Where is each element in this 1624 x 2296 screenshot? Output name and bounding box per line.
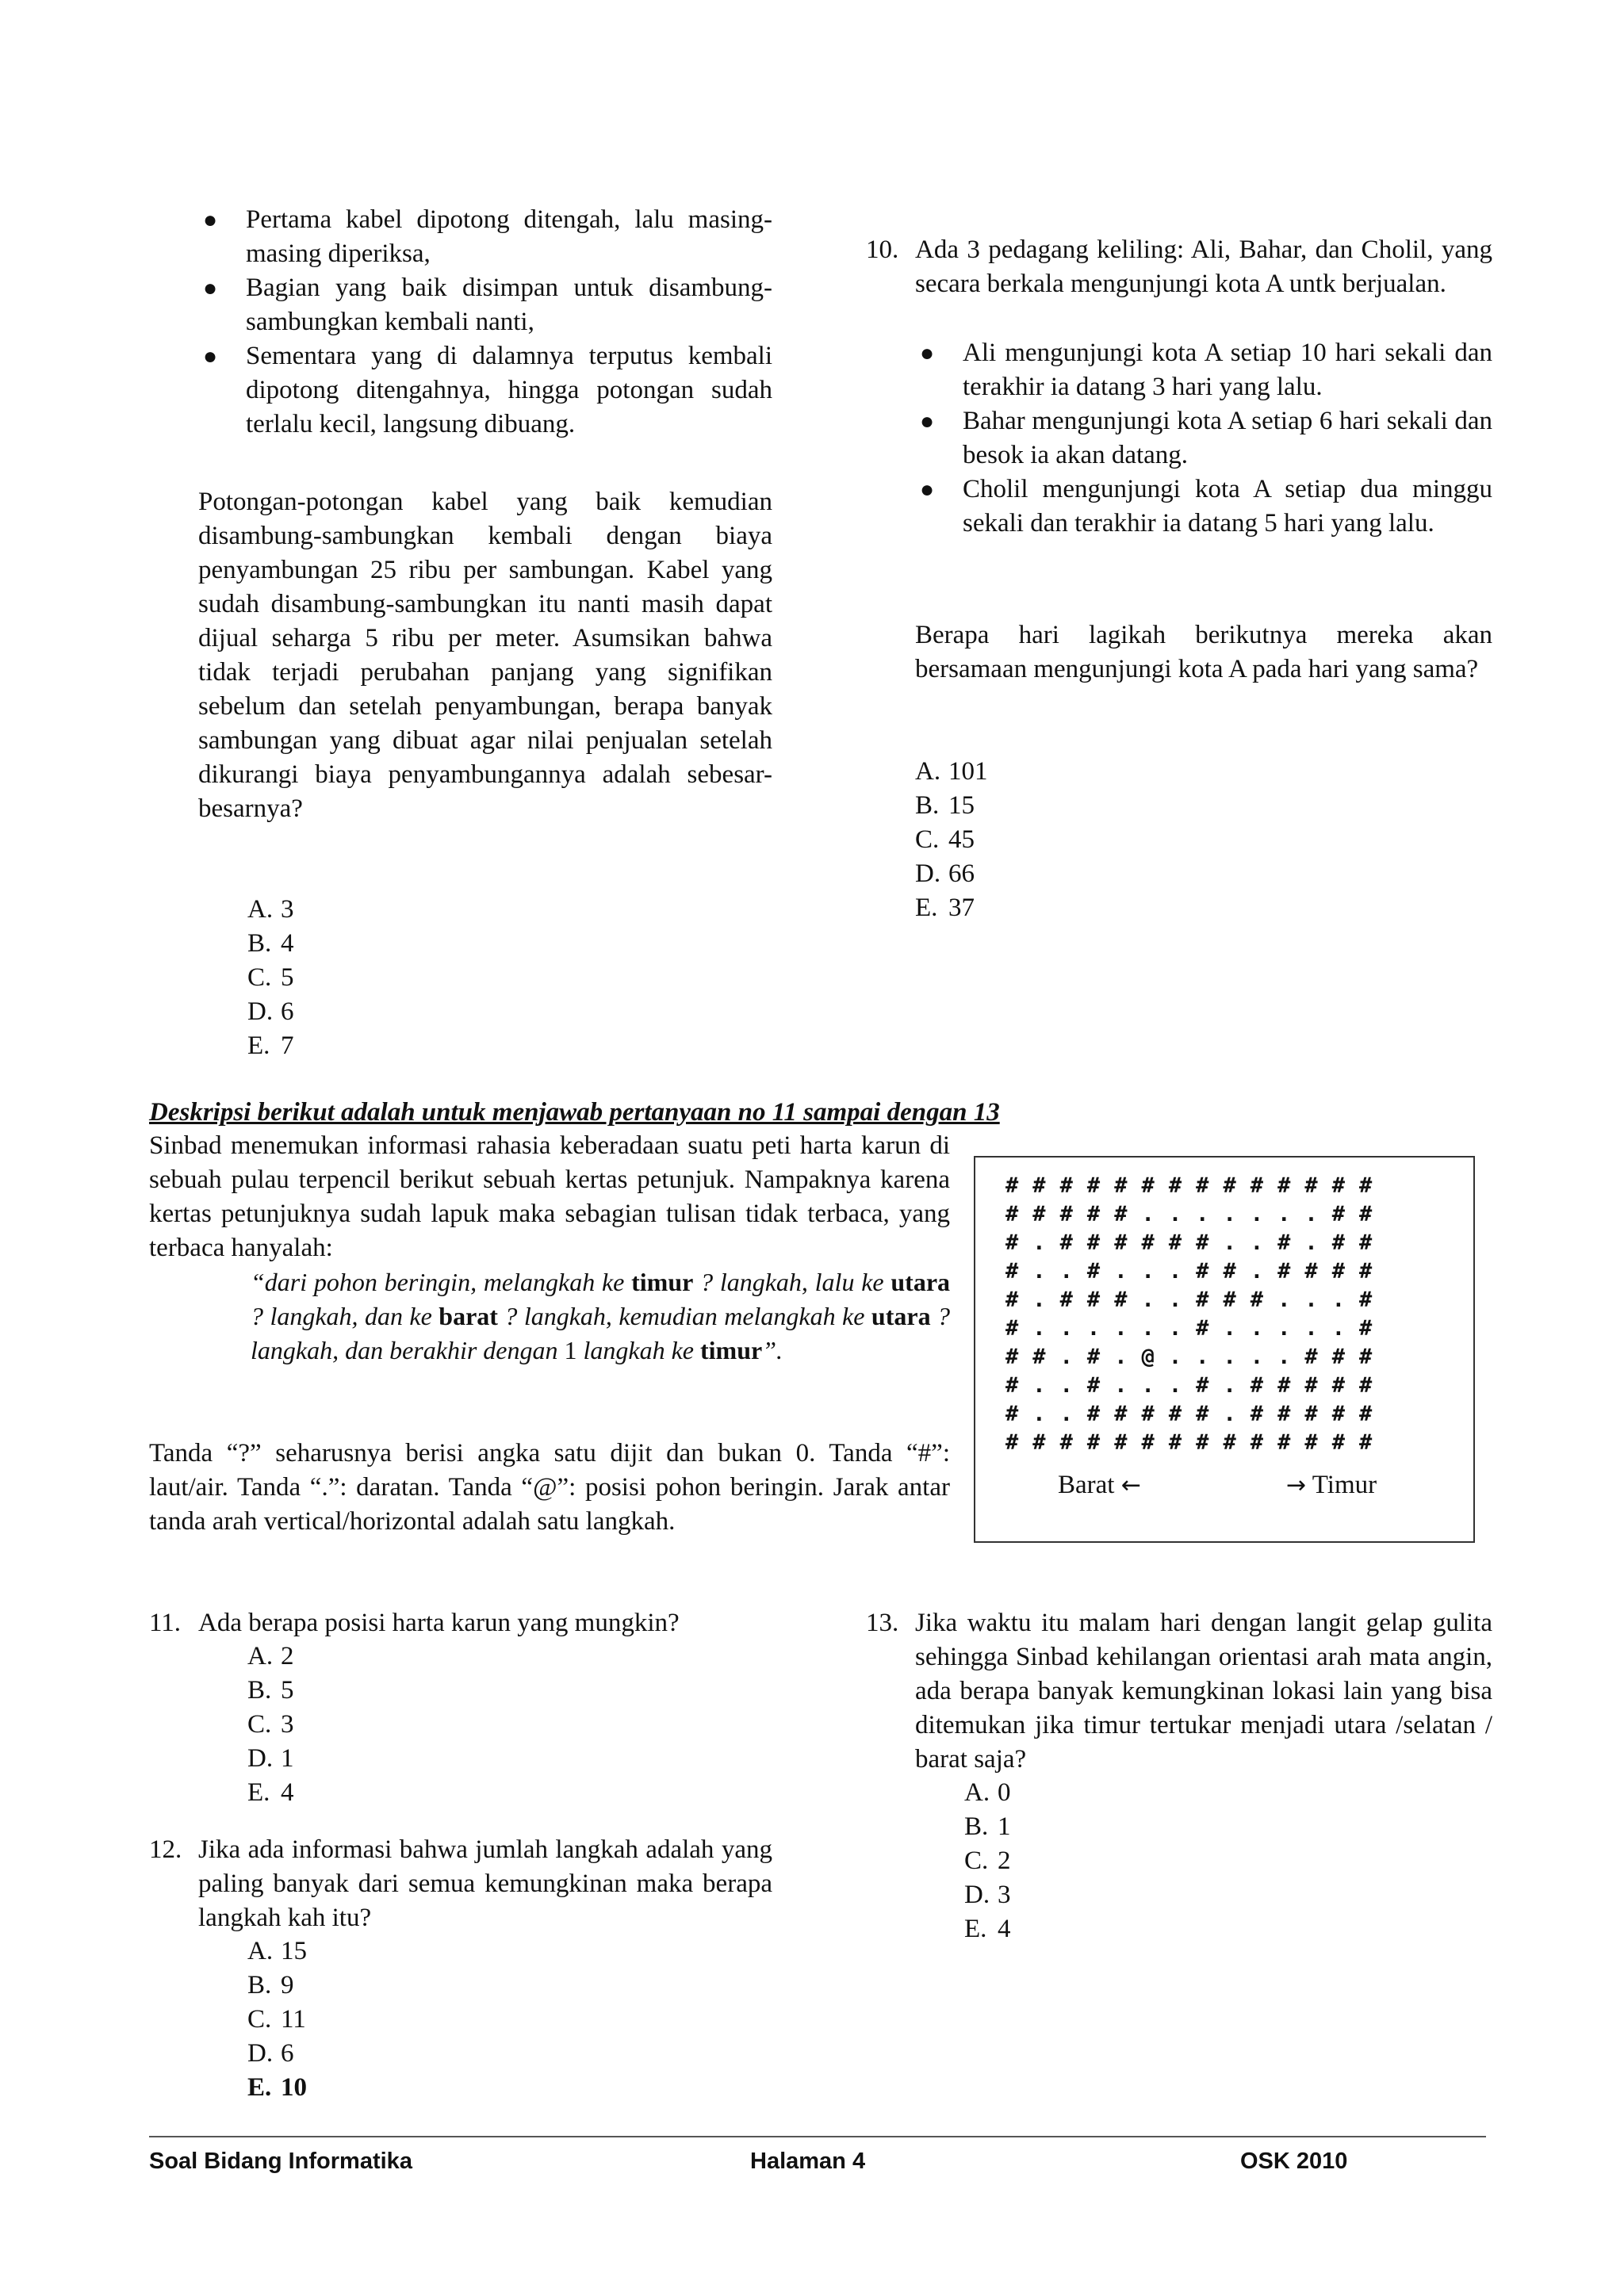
q9-option-e[interactable]: E. 7 [247,1031,294,1060]
section-heading: Deskripsi berikut adalah untuk menjawab pertanyaan no 11 sampai dengan 13 [149,1098,1000,1127]
q9-option-a[interactable]: A. 3 [247,895,294,924]
q9-option-b[interactable]: B. 4 [247,929,294,958]
q12-block [149,1833,772,1935]
q10-option-b[interactable]: B. 15 [915,791,975,820]
q12-option-e[interactable]: E. 10 [247,2073,307,2102]
q13-options [964,1776,1011,1946]
q10-bullets [915,336,1492,541]
map-row: # . # # # # # # . . # . # # [1005,1230,1373,1255]
q10-question: Berapa hari lagikah berikutnya mereka akan bersamaan mengunjungi kota A pada hari yang sama? [915,621,1492,683]
map-row: # . # # # . . # # # . . . # [1005,1288,1373,1312]
q11-number: 11. [149,1609,182,1637]
map-row: # # # # # . . . . . . . # # [1005,1202,1373,1226]
q10-bullet-1: ● Ali mengunjungi kota A setiap 10 hari sekali dan terakhir ia datang 3 hari yang lalu. [920,339,1492,401]
q12-option-a[interactable]: A. 15 [247,1937,307,1965]
desc-quote: “dari pohon beringin, melangkah ke timur ? langkah, lalu ke utara ? langkah, dan ke barat ? langkah, kemudian melangkah ke utara ? langkah, dan berakhir dengan 1 langkah ke timur”. [251,1268,951,1364]
q10-bullet-2: ● Bahar mengunjungi kota A setiap 6 hari sekali dan besok ia akan datang. [920,407,1492,469]
west-label: Barat ← [1058,1471,1141,1499]
q9-bullet-3: ● Sementara yang di dalamnya terputus kembali dipotong ditengahnya, hingga potongan sudah terlalu kecil, langsung dibuang. [203,342,772,438]
footer-rule [149,2136,1486,2137]
q12-number: 12. [149,1835,182,1864]
q11-option-a[interactable]: A. 2 [247,1642,294,1670]
q11-option-e[interactable]: E. 4 [247,1778,294,1807]
q10-option-a[interactable]: A. 101 [915,757,988,786]
east-label: → Timur [1286,1471,1377,1499]
q13-option-d[interactable]: D. 3 [964,1881,1011,1909]
q13-text: Jika waktu itu malam hari dengan langit gelap gulita sehingga Sinbad kehilangan orientasi arah mata angin, ada berapa banyak kemungkinan lokasi lain yang bisa ditemukan jika timur tertukar menjadi utara /selatan / barat saja? [915,1609,1492,1774]
footer-left: Soal Bidang Informatika [149,2149,412,2174]
q10-number: 10. [866,235,899,264]
q9-bullets [198,203,772,442]
q11-options [247,1640,294,1810]
map-row: # . . # . . . # # . # # # # [1005,1259,1373,1284]
map-row: # . . . . . . # . . . . . # [1005,1316,1373,1341]
q12-option-d[interactable]: D. 6 [247,2039,294,2068]
q11-option-b[interactable]: B. 5 [247,1676,294,1705]
q12-option-c[interactable]: C. 11 [247,2005,306,2034]
arrow-left-icon: ← [1120,1471,1141,1499]
q11-option-d[interactable]: D. 1 [247,1744,294,1773]
q11-option-c[interactable]: C. 3 [247,1710,294,1739]
q13-block [866,1606,1492,1777]
q10-block [866,233,1492,301]
q10-options [915,755,988,925]
map-row: # . . # # # # # . # # # # # [1005,1402,1373,1426]
map-row: # # . # . @ . . . . . # # # [1005,1345,1373,1369]
desc-legend: Tanda “?” seharusnya berisi angka satu dijit dan bukan 0. Tanda “#”: laut/air. Tanda “.”: daratan. Tanda “@”: posisi pohon beringin. Jarak antar tanda arah vertical/horizontal adalah satu langkah. [149,1439,950,1536]
q13-number: 13. [866,1609,899,1637]
q13-option-e[interactable]: E. 4 [964,1915,1011,1943]
q12-text: Jika ada informasi bahwa jumlah langkah adalah yang paling banyak dari semua kemungkinan maka berapa langkah kah itu? [198,1835,772,1932]
q11-text: Ada berapa posisi harta karun yang mungkin? [198,1609,680,1637]
q12-options [247,1934,307,2105]
desc-intro: Sinbad menemukan informasi rahasia keberadaan suatu peti harta karun di sebuah pulau terpencil berikut sebuah kertas petunjuk. Nampaknya karena kertas petunjuknya sudah lapuk maka sebagian tulisan tidak terbaca, yang terbaca hanyalah: [149,1131,950,1262]
map-row: # # # # # # # # # # # # # # [1005,1430,1373,1455]
q10-intro: Ada 3 pedagang keliling: Ali, Bahar, dan Cholil, yang secara berkala mengunjungi kota A untk berjualan. [915,235,1492,298]
footer-right: OSK 2010 [1240,2149,1348,2174]
q9-bullet-1: ● Pertama kabel dipotong ditengah, lalu masing-masing diperiksa, [203,205,772,268]
treasure-map [974,1156,1475,1543]
q13-option-b[interactable]: B. 1 [964,1812,1011,1841]
q10-option-e[interactable]: E. 37 [915,894,975,922]
q13-option-c[interactable]: C. 2 [964,1846,1011,1875]
q9-paragraph: Potongan-potongan kabel yang baik kemudian disambung-sambungkan kembali dengan biaya penyambungan 25 ribu per sambungan. Kabel yang sudah disambung-sambungkan itu nanti masih dapat dijual seharga 5 ribu per meter. Asumsikan bahwa tidak terjadi perubahan panjang yang signifikan sebelum dan setelah penyambungan, berapa banyak sambungan yang dibuat agar nilai penjualan setelah dikurangi biaya penyambungannya adalah sebesar-besarnya? [198,488,772,823]
q13-option-a[interactable]: A. 0 [964,1778,1011,1807]
q10-option-c[interactable]: C. 45 [915,825,975,854]
q9-options [247,893,294,1063]
footer-page: Halaman 4 [750,2149,866,2174]
q10-option-d[interactable]: D. 66 [915,859,975,888]
q12-option-b[interactable]: B. 9 [247,1971,294,1999]
q11-block [149,1606,776,1640]
q9-option-d[interactable]: D. 6 [247,997,294,1026]
arrow-right-icon: → [1286,1471,1307,1499]
q10-bullet-3: ● Cholil mengunjungi kota A setiap dua minggu sekali dan terakhir ia datang 5 hari yang lalu. [920,475,1492,538]
q9-bullet-2: ● Bagian yang baik disimpan untuk disambung-sambungkan kembali nanti, [203,274,772,336]
map-row: # . . # . . . # . # # # # # [1005,1373,1373,1398]
q9-option-c[interactable]: C. 5 [247,963,294,992]
map-row: # # # # # # # # # # # # # # [1005,1173,1373,1198]
